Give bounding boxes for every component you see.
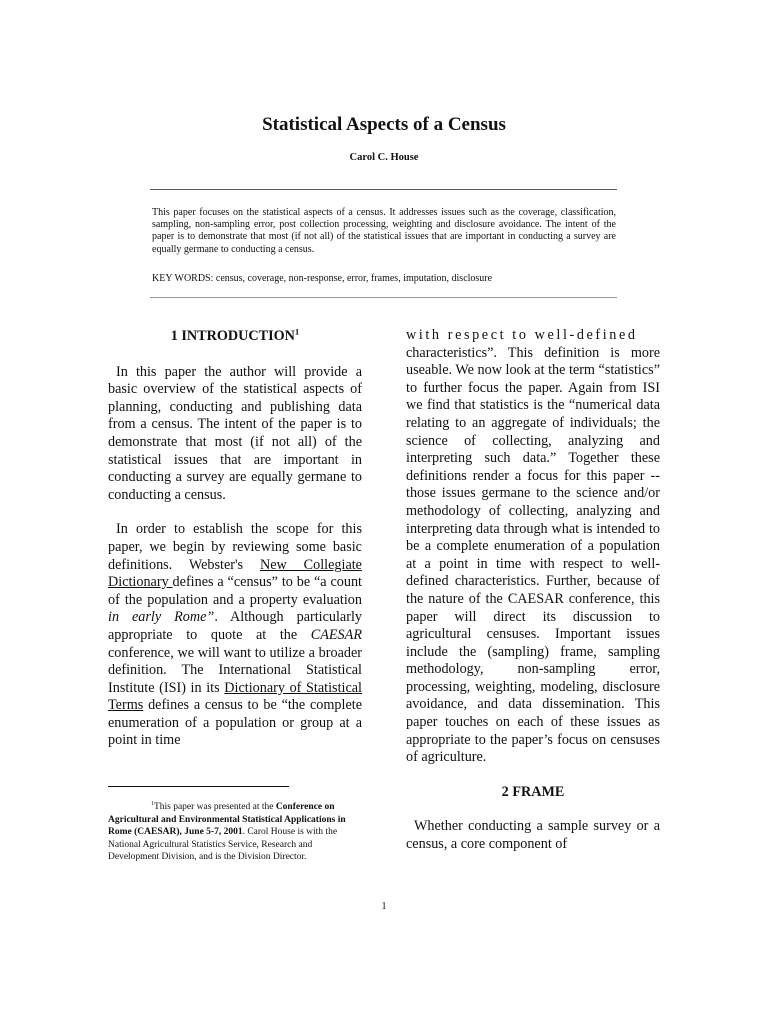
webster-dictionary-title: New Collegiate Dictionary bbox=[108, 556, 362, 591]
key-words: KEY WORDS: census, coverage, non-response, error, frames, imputation, disclosure bbox=[152, 273, 493, 284]
text-run: . Although particularly appropriate to quote at the bbox=[108, 609, 362, 643]
text-run: In order to establish the scope for this paper, we begin by reviewing some basic definitions. Webster's bbox=[108, 521, 362, 573]
footnote bbox=[108, 801, 362, 864]
continuation-line: with respect to well-defined bbox=[406, 327, 638, 343]
frame-paragraph: Whether conducting a sample survey or a census, a core component of bbox=[406, 818, 660, 853]
left-column bbox=[108, 327, 362, 750]
text-run: defines a “census” to be “a count of the population and a property evaluation bbox=[108, 574, 362, 608]
footnote-mark: 1 bbox=[151, 800, 154, 807]
abstract-bottom-rule bbox=[150, 297, 617, 298]
conference-name: Conference on Agricultural and Environmental Statistical Applications in Rome (CAESAR), June 5-7, 2001 bbox=[108, 802, 346, 838]
section-heading-text: 1 INTRODUCTION bbox=[170, 328, 295, 344]
paper-title: Statistical Aspects of a Census bbox=[262, 114, 506, 135]
text-run: . Carol House is with the National Agricultural Statistics Service, Research and Development Division, and is the Division Director. bbox=[108, 827, 338, 863]
author-name: Carol C. House bbox=[349, 152, 419, 163]
text-run: defines a census to be “the complete enumeration of a population or group at a point in time bbox=[108, 697, 362, 749]
footnote-rule bbox=[108, 786, 289, 787]
right-column bbox=[406, 327, 660, 854]
footnote-reference: 1 bbox=[294, 326, 300, 337]
continuation-paragraph: characteristics”. This definition is more useable. We now look at the term “statistics” to further focus the paper. Again from ISI we find that statistics is the “numerical data relating to an aggregate of individuals; the science of collecting, analyzing and interpreting such data.” Together these definitions render a focus for this paper -- those issues germane to the science and/or methodology of collecting, analyzing and interpreting data through what is intended to be a complete enumeration of a population at a point in time with respect to well-defined characteristics. Further, because of the nature of the CAESAR conference, this paper will direct its discussion to agricultural censuses. Important issues include the (sampling) frame, sampling methodology, non-sampling error, processing, weighting, modeling, disclosure avoidance, and data dissemination. This paper touches on each of these issues as appropriate to the paper’s focus on censuses of agriculture. bbox=[406, 344, 660, 766]
abstract-top-rule bbox=[150, 189, 617, 190]
text-run: This paper was presented at the bbox=[153, 802, 276, 812]
italic-phrase: in early Rome” bbox=[108, 609, 215, 626]
section-heading-introduction bbox=[108, 328, 362, 346]
page-number: 1 bbox=[381, 901, 387, 912]
section-heading-frame: 2 FRAME bbox=[501, 783, 565, 800]
text-run: conference, we will want to utilize a broader definition. The International Statistical Institute (ISI) in its bbox=[108, 644, 362, 696]
intro-paragraph-2 bbox=[108, 521, 362, 750]
caesar-italic: CAESAR bbox=[310, 626, 362, 643]
isi-dictionary-title: Dictionary of Statistical Terms bbox=[108, 679, 362, 714]
intro-paragraph-1: In this paper the author will provide a basic overview of the statistical aspects of planning, conducting and publishing data from a census. The intent of the paper is to demonstrate that most (if not all) of the statistical issues that are important in conducting a survey are equally germane to conducting a census. bbox=[108, 363, 362, 503]
abstract: This paper focuses on the statistical aspects of a census. It addresses issues such as the coverage, classification, sampling, non-sampling error, post collection processing, weighting and disclosure avoidance. The intent of the paper is to demonstrate that most (if not all) of the statistical issues that are important in conducting a survey are equally germane to conducting a census. bbox=[152, 207, 616, 255]
